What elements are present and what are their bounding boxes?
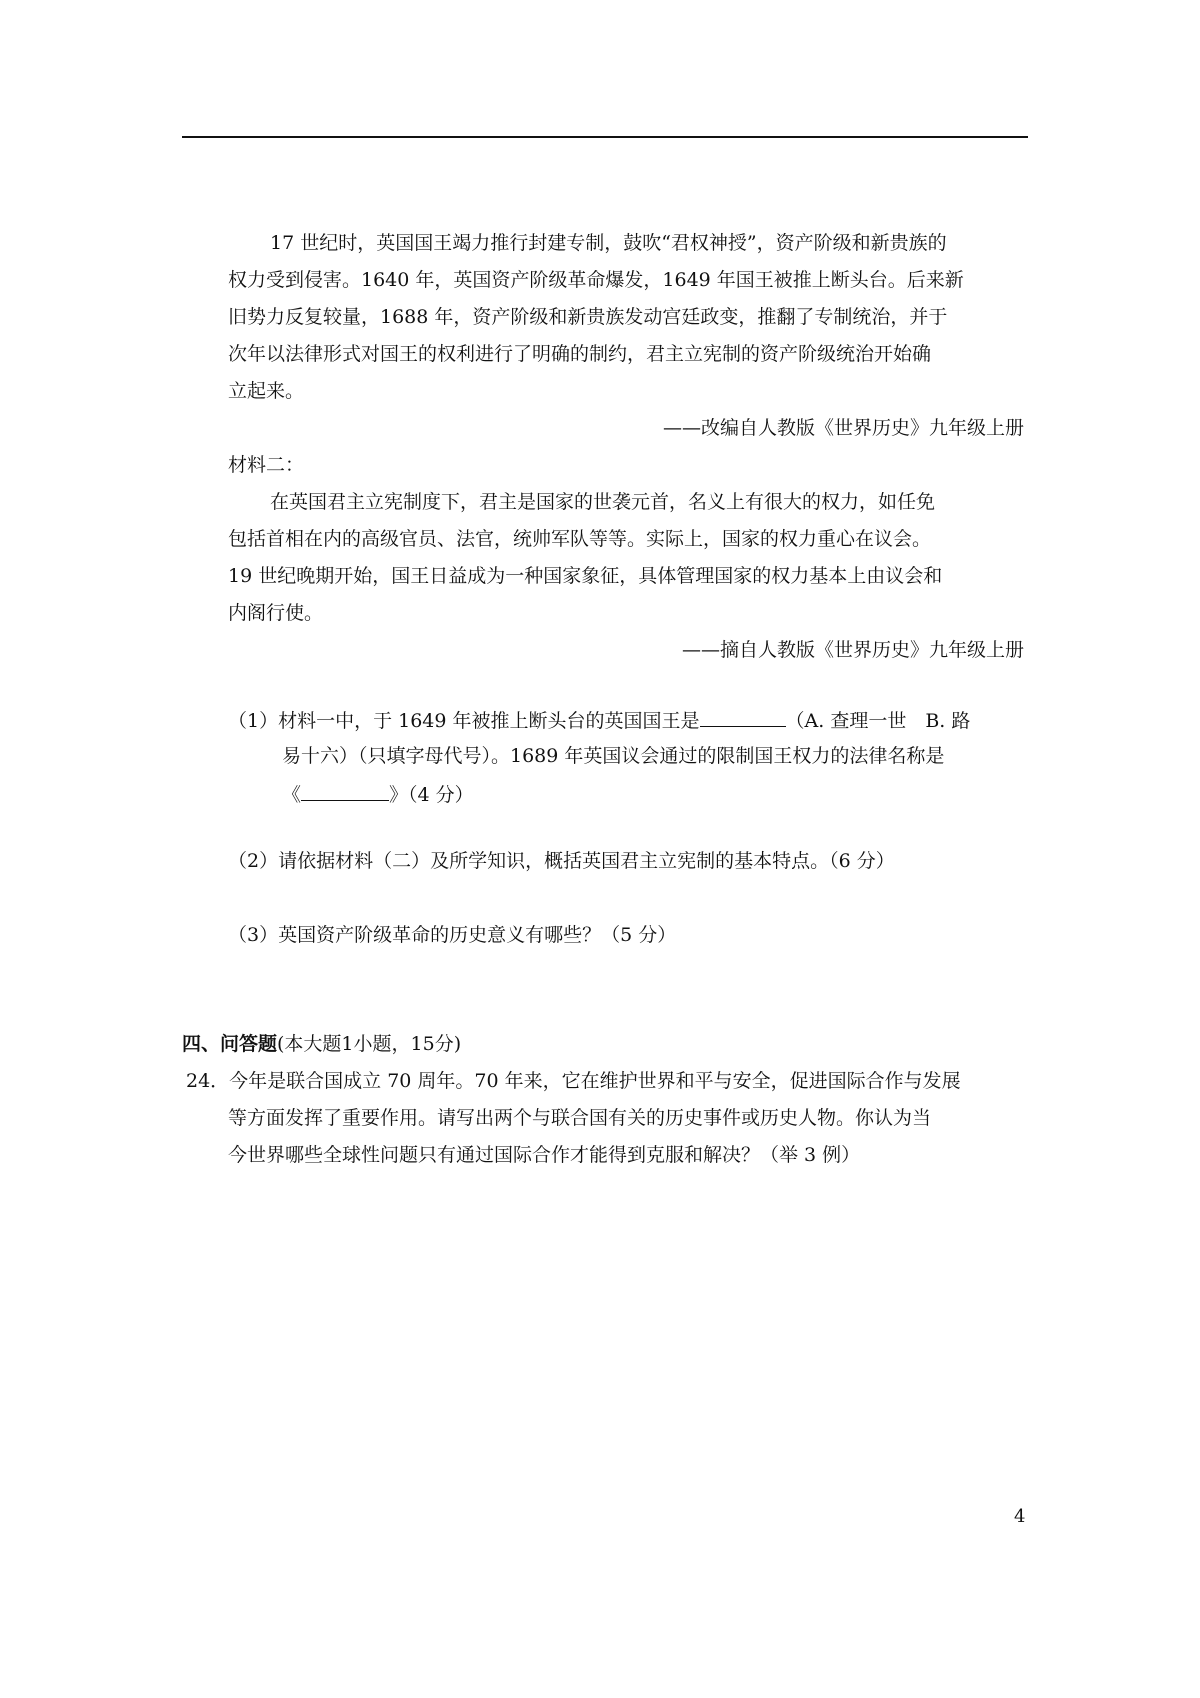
section-four-heading xyxy=(182,1031,461,1057)
material-one-line-4: 次年以法律形式对国王的权利进行了明确的制约，君主立宪制的资产阶级统治开始确 xyxy=(228,343,932,365)
material-two-line-1: 在英国君主立宪制度下，君主是国家的世袭元首，名义上有很大的权力，如任免 xyxy=(270,491,936,513)
question-2: （2）请依据材料（二）及所学知识，概括英国君主立宪制的基本特点。（6 分） xyxy=(228,850,895,872)
material-two-line-2: 包括首相在内的高级官员、法官，统帅军队等等。实际上，国家的权力重心在议会。 xyxy=(228,528,932,550)
material-one-line-2: 权力受到侵害。1640 年，英国资产阶级革命爆发，1649 年国王被推上断头台。后来新 xyxy=(228,269,964,291)
section-four-title: 四、问答题 xyxy=(182,1033,278,1055)
material-two-heading: 材料二： xyxy=(228,454,305,476)
material-one-source: ——改编自人教版《世界历史》九年级上册 xyxy=(662,417,1024,439)
answer-blank-law-name[interactable] xyxy=(301,780,389,801)
question-1-options: （A. 查理一世 B. 路 xyxy=(785,710,971,732)
material-two-source: ——摘自人教版《世界历史》九年级上册 xyxy=(681,639,1024,661)
answer-blank-king[interactable] xyxy=(700,706,786,727)
question-1-points: 》（4 分） xyxy=(389,784,474,806)
page-number: 4 xyxy=(1014,1506,1026,1527)
question-24-line-3: 今世界哪些全球性问题只有通过国际合作才能得到克服和解决？（举 3 例） xyxy=(228,1144,861,1166)
material-two-line-4: 内阁行使。 xyxy=(228,602,324,624)
material-one-line-5: 立起来。 xyxy=(228,380,305,402)
question-24-line-1: 24．今年是联合国成立 70 周年。70 年来，它在维护世界和平与安全，促进国际合作与发展 xyxy=(186,1070,961,1092)
question-1-line-3 xyxy=(282,780,474,808)
question-24-line-2: 等方面发挥了重要作用。请写出两个与联合国有关的历史事件或历史人物。你认为当 xyxy=(228,1107,932,1129)
section-four-subtitle: (本大题1小题，15分) xyxy=(277,1033,462,1055)
header-rule xyxy=(182,136,1028,138)
material-one-line-3: 旧势力反复较量，1688 年，资产阶级和新贵族发动宫廷政变，推翻了专制统治，并于 xyxy=(228,306,948,328)
material-two-line-3: 19 世纪晚期开始，国王日益成为一种国家象征，具体管理国家的权力基本上由议会和 xyxy=(228,565,943,587)
question-3: （3）英国资产阶级革命的历史意义有哪些？（5 分） xyxy=(228,924,677,946)
question-1-line-2: 易十六）（只填字母代号）。1689 年英国议会通过的限制国王权力的法律名称是 xyxy=(282,745,945,767)
material-one-line-1: 17 世纪时，英国国王竭力推行封建专制，鼓吹“君权神授”，资产阶级和新贵族的 xyxy=(270,232,947,254)
question-1-line-1 xyxy=(228,706,970,734)
question-1-bracket-open: 《 xyxy=(282,784,302,806)
question-1-prefix: （1）材料一中，于 1649 年被推上断头台的英国国王是 xyxy=(228,710,700,732)
